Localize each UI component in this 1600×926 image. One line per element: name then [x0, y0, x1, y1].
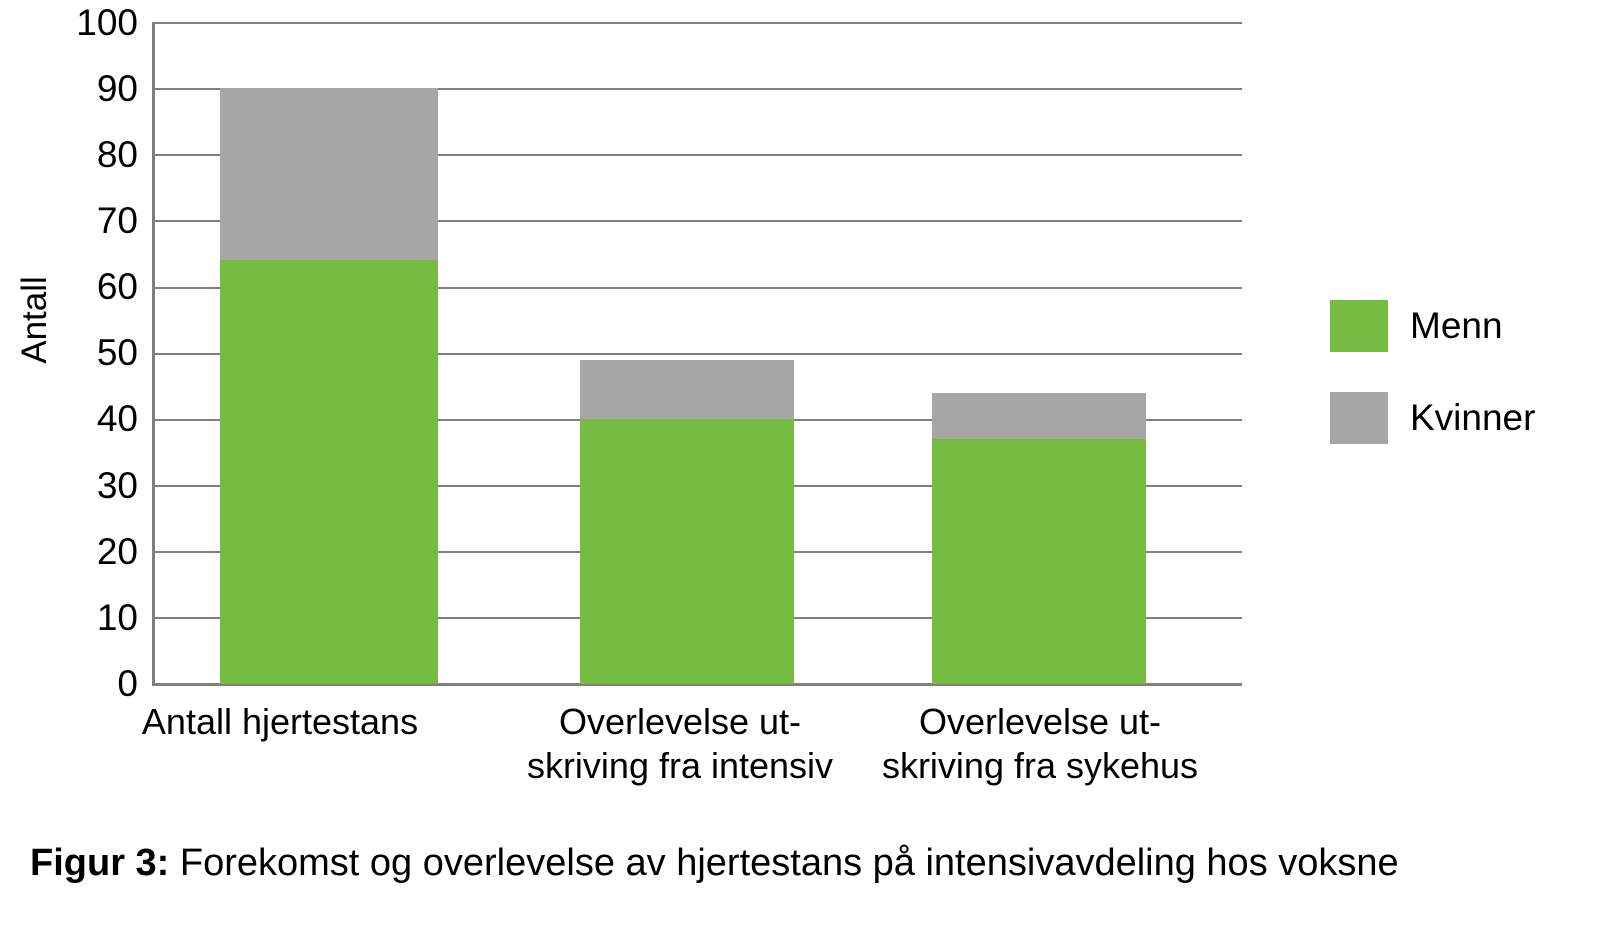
x-axis-label-line: skriving fra intensiv	[526, 745, 834, 786]
bar-segment-kvinner	[220, 88, 438, 260]
bar-segment-menn	[580, 419, 794, 684]
y-axis-title: Antall	[15, 276, 54, 364]
legend-swatch-icon	[1330, 300, 1388, 352]
x-axis-label-line: skriving fra sykehus	[881, 745, 1199, 786]
legend-swatch-icon	[1330, 392, 1388, 444]
y-tick-label: 90	[96, 68, 138, 109]
y-tick-label: 70	[96, 200, 138, 241]
y-tick-label: 30	[96, 465, 138, 506]
figure-caption-label: Figur 3:	[30, 842, 170, 884]
legend-item-kvinner	[1330, 392, 1590, 444]
y-tick-label: 100	[76, 2, 138, 43]
y-tick-label: 10	[96, 597, 138, 638]
chart-legend	[1330, 300, 1590, 484]
figure-caption-text: Forekomst og overlevelse av hjertestans på intensivavdeling hos voksne	[169, 842, 1399, 884]
bar-group-overlevelse-intensiv	[580, 360, 794, 684]
bar-group-antall-hjertestans	[220, 89, 438, 684]
legend-label: Kvinner	[1410, 397, 1536, 438]
legend-item-menn	[1330, 300, 1590, 352]
bar-group-overlevelse-sykehus	[932, 393, 1146, 684]
y-tick-label: 60	[96, 266, 138, 307]
x-axis-label-2	[490, 700, 870, 788]
y-tick-label: 80	[96, 134, 138, 175]
legend-label: Menn	[1410, 305, 1503, 346]
bar-segment-menn	[932, 439, 1146, 684]
bar-segment-kvinner	[932, 393, 1146, 439]
y-tick-label: 20	[96, 531, 138, 572]
figure-caption	[30, 840, 1570, 886]
x-axis-label-3	[840, 700, 1240, 788]
bar-segment-kvinner	[580, 360, 794, 419]
y-tick-label: 50	[96, 332, 138, 373]
bar-segment-menn	[220, 260, 438, 684]
y-tick-label: 0	[117, 663, 138, 704]
x-axis-label-1	[120, 700, 440, 744]
x-axis-label-line: Overlevelse ut-	[558, 701, 802, 742]
gridline-100	[152, 22, 1242, 24]
plot-area	[152, 22, 1242, 684]
y-tick-label: 40	[96, 398, 138, 439]
x-axis-label-line: Antall hjertestans	[141, 701, 419, 742]
x-axis-label-line: Overlevelse ut-	[918, 701, 1162, 742]
